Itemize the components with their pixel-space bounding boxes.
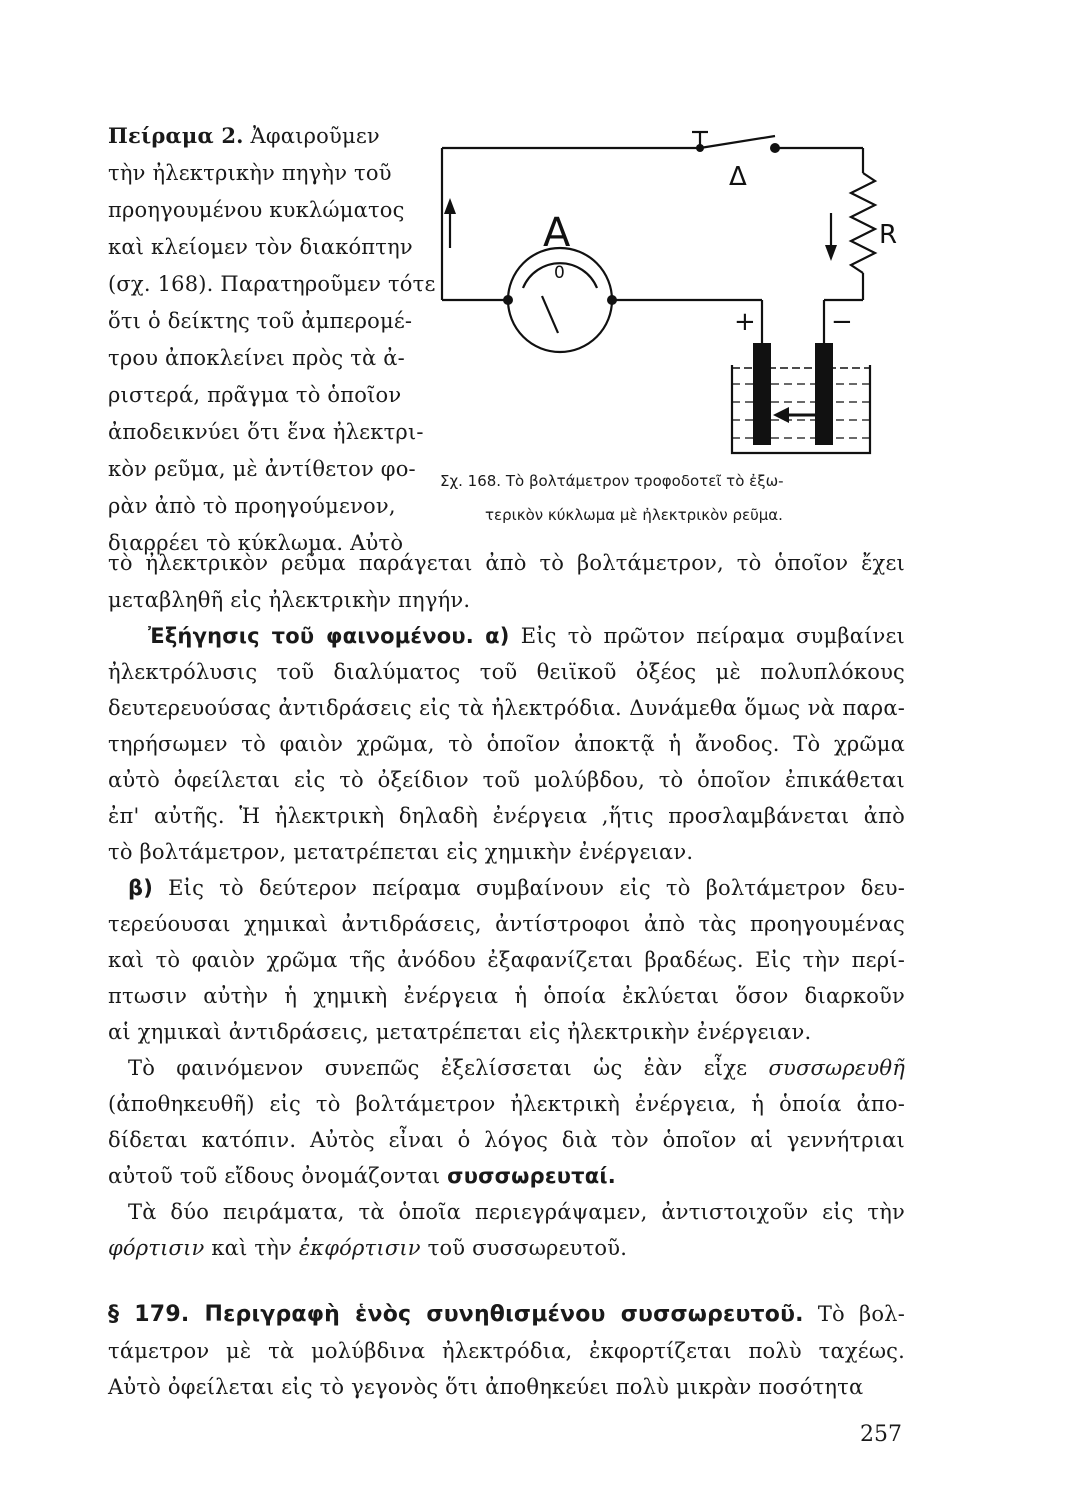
text-line: πτωσιν αὐτὴν ἡ χημικὴ ἐνέργεια ἡ ὁποία ἐκλύεται ὅσον διαρκοῦν (108, 984, 905, 1008)
text-line: ἐπ' αὐτῆς. Ἡ ἠλεκτρικὴ δηλαδὴ ἐνέργεια ,ἥτις προσλαμβάνεται ἀπὸ (108, 804, 905, 828)
explanation-heading: Ἐξήγησις τοῦ φαινομένου. (148, 624, 474, 648)
text-line: τρου ἀποκλείνει πρὸς τὰ ἀ- (108, 346, 405, 370)
text-line (108, 1230, 905, 1266)
text-line (108, 118, 426, 154)
text-line: ὅτι ὁ δείκτης τοῦ ἀμπερομέ- (108, 309, 413, 333)
bold-term: συσσωρευταί. (447, 1164, 616, 1188)
text-line (108, 1296, 905, 1333)
text-line: καὶ κλείομεν τὸν διακόπτην (108, 235, 413, 259)
key-contact (696, 144, 704, 152)
text-line: ἠλεκτρόλυσις τοῦ διαλύματος τοῦ θειϊκοῦ ὀξέος μὲ πολυπλόκους (108, 660, 905, 684)
cathode-electrode (815, 343, 833, 445)
key-blade (700, 136, 775, 148)
italic-term: συσσωρευθῆ (768, 1056, 905, 1080)
text-span: Εἰς τὸ δεύτερον πείραμα συμβαίνουν εἰς τὸ βολτάμετρον δευ- (153, 876, 905, 900)
ammeter-needle (542, 296, 558, 333)
text-line: τερεύουσαι χημικαὶ ἀντιδράσεις, ἀντίστροφοι ἀπὸ τὰς προηγουμένας (108, 912, 905, 936)
text-span: Εἰς τὸ πρῶτον πείραμα συμβαίνει (509, 624, 905, 648)
text-span: Ἀφαιροῦμεν (243, 124, 380, 148)
text-line: ἀποδεικνύει ὅτι ἕνα ἠλεκτρι- (108, 420, 424, 444)
text-line: τὸ ἠλεκτρικὸν ρεῦμα παράγεται ἀπὸ τὸ βολτάμετρον, τὸ ὁποῖον ἔχει (108, 551, 905, 575)
minus-sign: − (831, 307, 853, 337)
ammeter-label: A (543, 210, 571, 256)
italic-term: φόρτισιν (108, 1236, 205, 1260)
text-line (148, 618, 905, 654)
text-line: ρὰν ἀπὸ τὸ προηγούμενον, (108, 494, 396, 518)
marker-a: α) (485, 624, 510, 648)
vessel (732, 365, 870, 453)
resistor-zigzag (851, 173, 875, 273)
text-line: Τὰ δύο πειράματα, τὰ ὁποῖα περιεγράψαμεν, ἀντιστοιχοῦν εἰς τὴν (128, 1200, 905, 1224)
text-line: κὸν ρεῦμα, μὲ ἀντίθετον φο- (108, 457, 416, 481)
text-line: τηρήσωμεν τὸ φαιὸν χρῶμα, τὸ ὁποῖον ἀποκτᾷ ἡ ἄνοδος. Τὸ χρῶμα (108, 732, 905, 756)
marker-b: β) (128, 876, 154, 900)
text-span: αὐτοῦ τοῦ εἴδους ὀνομάζονται (108, 1164, 448, 1188)
text-line: μεταβληθῆ εἰς ἠλεκτρικὴν πηγήν. (108, 588, 471, 612)
text-line: (σχ. 168). Παρατηροῦμεν τότε (108, 272, 436, 296)
text-line: καὶ τὸ φαιὸν χρῶμα τῆς ἀνόδου ἐξαφανίζεται βραδέως. Εἰς τὴν περί- (108, 948, 905, 972)
text-line: Αὐτὸ ὀφείλεται εἰς τὸ γεγονὸς ὅτι ἀποθηκεύει πολὺ μικρὰν ποσότητα (108, 1375, 864, 1399)
figure-caption-line: Σχ. 168. Τὸ βολτάμετρον τροφοδοτεῖ τὸ ἐξω- (440, 472, 784, 490)
italic-term: ἐκφόρτισιν (298, 1236, 421, 1260)
key-label: Δ (729, 162, 747, 192)
ammeter-terminal (503, 295, 513, 305)
section-heading: § 179. Περιγραφὴ ἑνὸς συνηθισμένου συσσωρευτοῦ. (108, 1302, 804, 1327)
text-span: τοῦ συσσωρευτοῦ. (420, 1236, 628, 1260)
experiment-label: Πείραμα 2. (108, 123, 244, 148)
text-line: διαρρέει τὸ κύκλωμα. Αὐτὸ (108, 531, 404, 555)
text-span: Τὸ βολ- (803, 1302, 905, 1326)
text-line: δευτερευούσας ἀντιδράσεις εἰς τὰ ἠλεκτρόδια. Δυνάμεθα ὅμως νὰ παρα- (108, 696, 905, 720)
text-line (128, 1050, 905, 1086)
ammeter-terminal (607, 295, 617, 305)
text-line: προηγουμένου κυκλώματος (108, 198, 405, 222)
circuit-figure (430, 118, 910, 473)
text-line: τὸ βολτάμετρον, μετατρέπεται εἰς χημικὴν ἐνέργειαν. (108, 840, 694, 864)
page-number: 257 (860, 1422, 902, 1447)
arrow-up-head (444, 198, 456, 214)
arrow-down-head (825, 245, 837, 261)
resistor-label: R (879, 220, 898, 250)
text-line: (ἀποθηκευθῆ) εἰς τὸ βολτάμετρον ἠλεκτρικὴ ἐνέργεια, ἡ ὁποία ἀπο- (108, 1092, 905, 1116)
key-contact (770, 143, 780, 153)
figure-caption-line: τερικὸν κύκλωμα μὲ ἠλεκτρικὸν ρεῦμα. (485, 506, 783, 524)
text-line: δίδεται κατόπιν. Αὐτὸς εἶναι ὁ λόγος διὰ τὸν ὁποῖον αἱ γεννήτριαι (108, 1128, 905, 1152)
text-line: τὴν ἠλεκτρικὴν πηγὴν τοῦ (108, 161, 392, 185)
text-line (108, 1158, 905, 1194)
text-span: καὶ τὴν (204, 1236, 299, 1260)
plus-sign: + (734, 307, 756, 337)
text-line: αἱ χημικαὶ ἀντιδράσεις, μετατρέπεται εἰς ἠλεκτρικὴν ἐνέργειαν. (108, 1020, 812, 1044)
ammeter-zero-label: 0 (554, 263, 565, 283)
text-line: ριστερά, πρᾶγμα τὸ ὁποῖον (108, 383, 402, 407)
text-span: Τὸ φαινόμενον συνεπῶς ἐξελίσσεται ὡς ἐὰν εἶχε (128, 1056, 769, 1080)
text-line: τάμετρον μὲ τὰ μολύβδινα ἠλεκτρόδια, ἐκφορτίζεται πολὺ ταχέως. (108, 1339, 905, 1363)
text-line (128, 870, 905, 906)
text-line: αὐτὸ ὀφείλεται εἰς τὸ ὀξείδιον τοῦ μολύβδου, τὸ ὁποῖον ἐπικάθεται (108, 768, 905, 792)
anode-electrode (753, 343, 771, 445)
